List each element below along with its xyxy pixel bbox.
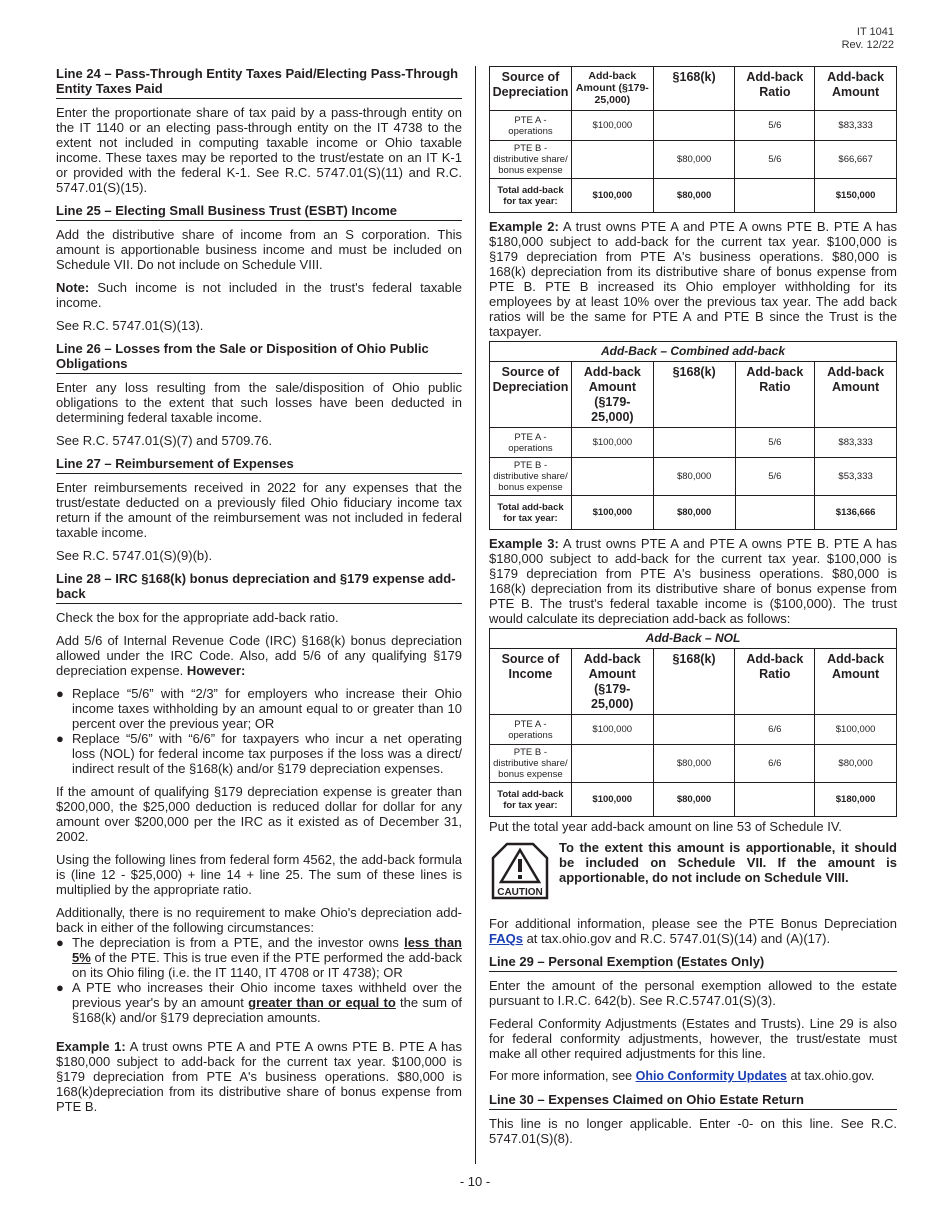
form-number: IT 1041: [856, 26, 894, 38]
line-28-text-3: If the amount of qualifying §179 depreciation expense is greater than $200,000, the $25,000 deduction is reduced dollar for dollar for any amount over $200,000 per the IRC as it existed as of December 31, 2002.: [56, 784, 462, 844]
caution-label: CAUTION: [497, 887, 543, 898]
line-24-heading: Line 24 – Pass-Through Entity Taxes Paid/Electing Pass-Through Entity Taxes Paid: [56, 66, 462, 99]
table-header: Source of Depreciation: [490, 362, 572, 428]
faqs-link[interactable]: FAQs: [489, 931, 523, 946]
left-column: [56, 66, 462, 1122]
line-24-text: Enter the proportionate share of tax paid by a pass-through entity on the IT 1140 or an electing pass-through entity on the IT 4738 to the extent not included in computing taxable income or Ohio taxable income. These taxes may be reported to the trust/estate on an IT K-1 or provided with the federal K-1. See R.C. 5747.01(S)(11) and R.C. 5747.01(S)(15).: [56, 105, 462, 195]
form-revision: Rev. 12/22: [841, 39, 894, 51]
form-header: [842, 26, 894, 52]
line-25-text: Add the distributive share of income from an S corporation. This amount is apportionable business income and must be included on Schedule VII. Do not include on Schedule VIII.: [56, 227, 462, 272]
total-addback-text: Put the total year add-back amount on line 53 of Schedule IV.: [489, 819, 842, 834]
line-29-text-2: Federal Conformity Adjustments (Estates and Trusts). Line 29 is also for federal conformity adjustments, however, the trust/estate must make all other required adjustments for this line.: [489, 1016, 897, 1061]
line-30-text: This line is no longer applicable. Enter -0- on this line. See R.C. 5747.01(S)(8).: [489, 1116, 897, 1146]
ratio-bullet-list: [56, 686, 462, 776]
right-column: [489, 66, 897, 1154]
table-header: Source of Depreciation: [490, 67, 572, 111]
table-header: §168(k): [653, 649, 735, 715]
line-29-more-info: For more information, see Ohio Conformity Updates at tax.ohio.gov.: [489, 1069, 875, 1083]
table-row: Total add-back for tax year: $100,000 $80,000 $136,666: [490, 496, 897, 530]
example-3-table: [489, 628, 897, 817]
table-header: Add-back Amount (§179-25,000): [571, 67, 653, 111]
table-caption: Add-Back – NOL: [490, 629, 897, 649]
page-number: - 10 -: [459, 1174, 491, 1189]
table-row: PTE A - operations $100,000 6/6 $100,000: [490, 715, 897, 745]
caution-icon: [489, 840, 551, 902]
list-item: ● A PTE who increases their Ohio income taxes withheld over the previous year's by an amount greater than or equal to the sum of §168(k) and/or §179 depreciation amounts.: [56, 980, 462, 1025]
table-header: §168(k): [653, 67, 735, 111]
line-26-heading: Line 26 – Losses from the Sale or Disposition of Ohio Public Obligations: [56, 341, 462, 374]
example-3-text: Example 3: A trust owns PTE A and PTE A owns PTE B. PTE A has $180,000 subject to add-back for the current tax year. $100,000 is §179 depreciation from PTE A's business operations. $80,000 is 168(k) depreciation from its distributive share of bonus expense from PTE B. The trust's federal taxable income is ($100,000). The trust would calculate its depreciation add-back as follows:: [489, 536, 897, 626]
list-item: ● The depreciation is from a PTE, and the investor owns less than 5% of the PTE. This is true even if the PTE performed the add-back on its Ohio filing (i.e. the IT 1140, IT 4708 or IT 4738); OR: [56, 935, 462, 980]
line-25-note: Note: Such income is not included in the trust's federal taxable income.: [56, 280, 462, 310]
bullet-icon: ●: [56, 731, 64, 746]
table-caption: Add-Back – Combined add-back: [490, 342, 897, 362]
line-28-text-5: Additionally, there is no requirement to make Ohio's depreciation add-back in either of the following circumstances:: [56, 905, 462, 935]
line-28-text-4: Using the following lines from federal form 4562, the add-back formula is (line 12 - $25,000) + line 14 + line 25. The sum of these lines is multiplied by the appropriate ratio.: [56, 852, 462, 897]
line-25-heading: Line 25 – Electing Small Business Trust (ESBT) Income: [56, 203, 462, 221]
table-header: Add-back Ratio: [735, 362, 815, 428]
additional-info: For additional information, please see the PTE Bonus Depreciation FAQs at tax.ohio.gov and R.C. 5747.01(S)(14) and (A)(17).: [489, 916, 897, 946]
bullet-icon: ●: [56, 686, 64, 701]
line-27-text: Enter reimbursements received in 2022 for any expenses that the trust/estate deducted on a previously filed Ohio fiduciary income tax return if the amount of the reimbursement was not included in federal taxable income.: [56, 480, 462, 540]
line-28-text-2: Add 5/6 of Internal Revenue Code (IRC) §168(k) bonus depreciation allowed under the IRC Code. Also, add 5/6 of any qualifying §179 depreciation expense. However:: [56, 633, 462, 678]
table-header: Add-back Amount: [815, 67, 897, 111]
table-row: PTE B - distributive share/ bonus expense $80,000 5/6 $66,667: [490, 141, 897, 179]
line-27-see: See R.C. 5747.01(S)(9)(b).: [56, 548, 213, 563]
table-header: Add-back Amount (§179-25,000): [571, 362, 653, 428]
table-header: Source of Income: [490, 649, 572, 715]
example-2-text: Example 2: A trust owns PTE A and PTE A owns PTE B. PTE A has $180,000 subject to add-back for the current tax year. $100,000 is §179 depreciation from PTE A's business operations. $80,000 is 168(k) depreciation from its distributive share of bonus expense from PTE B. PTE B increased its Ohio employer withholding for its employees by at least 10% over the previous tax year. The add back ratios will be the same for PTE A and PTE B since the Trust is the taxpayer.: [489, 219, 897, 339]
table-header: Add-back Ratio: [735, 67, 815, 111]
line-25-see: See R.C. 5747.01(S)(13).: [56, 318, 204, 333]
example-2-table: [489, 341, 897, 530]
table-row: Total add-back for tax year: $100,000 $80,000 $150,000: [490, 179, 897, 213]
table-row: PTE B - distributive share/ bonus expense $80,000 5/6 $53,333: [490, 458, 897, 496]
table-header: Add-back Ratio: [735, 649, 815, 715]
bullet-icon: ●: [56, 980, 64, 995]
table-header: Add-back Amount: [815, 362, 897, 428]
caution-text: To the extent this amount is apportionable, it should be included on Schedule VII. If the amount is apportionable, do not include on Schedule VIII.: [559, 840, 897, 885]
table-header: Add-back Amount: [815, 649, 897, 715]
table-row: PTE A - operations $100,000 5/6 $83,333: [490, 428, 897, 458]
line-28-text-1: Check the box for the appropriate add-back ratio.: [56, 610, 339, 625]
caution-box: [489, 840, 897, 902]
table-row: Total add-back for tax year: $100,000 $80,000 $180,000: [490, 783, 897, 817]
line-28-heading: Line 28 – IRC §168(k) bonus depreciation and §179 expense add-back: [56, 571, 462, 604]
example-1-table: [489, 66, 897, 213]
exception-bullet-list: [56, 935, 462, 1025]
line-29-heading: Line 29 – Personal Exemption (Estates Only): [489, 954, 897, 972]
list-item: ● Replace “5/6” with “6/6” for taxpayers who incur a net operating loss (NOL) for federal income tax purposes if the loss was a direct/ indirect result of the §168(k) and/or §179 depreciation expenses.: [56, 731, 462, 776]
bullet-icon: ●: [56, 935, 64, 950]
line-27-heading: Line 27 – Reimbursement of Expenses: [56, 456, 462, 474]
line-29-text-1: Enter the amount of the personal exemption allowed to the estate pursuant to I.R.C. 642(b). See R.C.5747.01(S)(3).: [489, 978, 897, 1008]
table-row: PTE A - operations $100,000 5/6 $83,333: [490, 111, 897, 141]
ohio-conformity-link[interactable]: Ohio Conformity Updates: [635, 1069, 787, 1083]
example-1-text: Example 1: A trust owns PTE A and PTE A owns PTE B. PTE A has $180,000 subject to add-back for the current tax year. $100,000 is §179 depreciation from PTE A's business operations. $80,000 is 168(k)depreciation from its distributive share of bonus expense from PTE B.: [56, 1039, 462, 1114]
line-26-text: Enter any loss resulting from the sale/disposition of Ohio public obligations to the extent that such losses have been deducted in determining federal taxable income.: [56, 380, 462, 425]
table-header: Add-back Amount (§179-25,000): [571, 649, 653, 715]
table-row: PTE B - distributive share/ bonus expense $80,000 6/6 $80,000: [490, 745, 897, 783]
line-30-heading: Line 30 – Expenses Claimed on Ohio Estate Return: [489, 1092, 897, 1110]
table-header: §168(k): [653, 362, 735, 428]
line-26-see: See R.C. 5747.01(S)(7) and 5709.76.: [56, 433, 273, 448]
list-item: ● Replace “5/6” with “2/3” for employers who increase their Ohio income taxes withholding by an amount equal to or greater than 10 percent over the previous year; OR: [56, 686, 462, 731]
column-divider: [475, 66, 476, 1164]
